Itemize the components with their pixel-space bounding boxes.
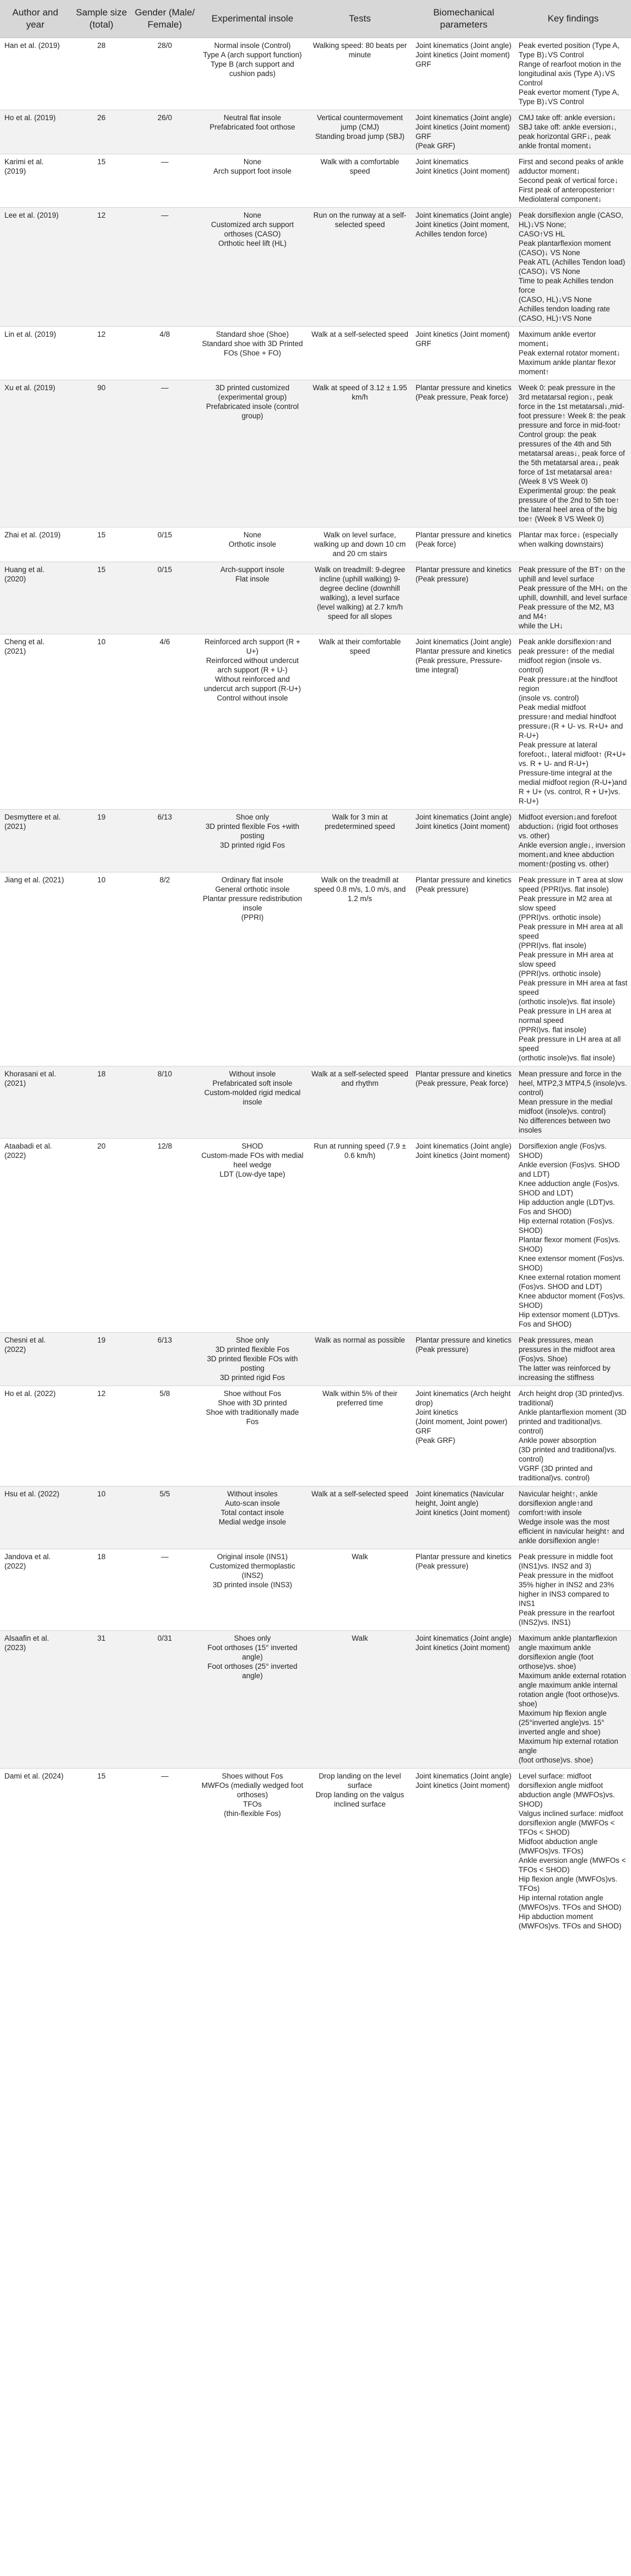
cell-experimental-insole-text: Neutral flat insole Prefabricated foot orthose bbox=[209, 114, 295, 131]
cell-author-year bbox=[0, 810, 71, 872]
cell-sample-size bbox=[71, 527, 132, 562]
cell-author-year bbox=[0, 1486, 71, 1549]
cell-sample-size-text: 18 bbox=[97, 1070, 106, 1078]
cell-biomechanical-parameters bbox=[412, 380, 515, 527]
cell-gender bbox=[132, 634, 197, 810]
cell-sample-size bbox=[71, 634, 132, 810]
cell-tests bbox=[308, 872, 412, 1066]
cell-tests-text: Vertical countermovement jump (CMJ) Standing broad jump (SBJ) bbox=[315, 114, 405, 141]
cell-gender bbox=[132, 154, 197, 208]
cell-key-findings-text: Navicular height↑, ankle dorsiflexion angle↑and comfort↑with insole Wedge insole was the most efficient in navicular height↑ and ankle dorsiflexion angle↑ bbox=[519, 1490, 624, 1545]
cell-author-year bbox=[0, 1549, 71, 1631]
cell-key-findings bbox=[515, 527, 631, 562]
cell-author-year-text: Chesni et al. (2022) bbox=[4, 1336, 46, 1354]
table-row bbox=[0, 527, 631, 562]
cell-experimental-insole-text: Arch-support insole Flat insole bbox=[220, 565, 285, 583]
cell-experimental-insole-text: Shoes without Fos MWFOs (medially wedged foot orthoses) TFOs (thin-flexible Fos) bbox=[201, 1772, 304, 1818]
table-row bbox=[0, 1769, 631, 1934]
header-gender: Gender (Male/ Female) bbox=[132, 0, 197, 38]
cell-tests-text: Walk at speed of 3.12 ± 1.95 km/h bbox=[312, 384, 407, 401]
cell-biomechanical-parameters bbox=[412, 1333, 515, 1386]
cell-gender bbox=[132, 38, 197, 110]
cell-tests-text: Walk with a comfortable speed bbox=[320, 158, 400, 175]
cell-sample-size-text: 19 bbox=[97, 813, 106, 821]
cell-experimental-insole bbox=[197, 562, 308, 634]
cell-gender bbox=[132, 1139, 197, 1333]
cell-sample-size-text: 15 bbox=[97, 565, 106, 574]
cell-author-year bbox=[0, 562, 71, 634]
table-row bbox=[0, 1486, 631, 1549]
cell-tests bbox=[308, 1769, 412, 1934]
cell-experimental-insole-text: SHOD Custom-made FOs with medial heel wedge LDT (Low-dye tape) bbox=[201, 1142, 304, 1178]
cell-gender bbox=[132, 380, 197, 527]
cell-gender bbox=[132, 1066, 197, 1139]
cell-gender bbox=[132, 1386, 197, 1486]
header-experimental-insole: Experimental insole bbox=[197, 0, 308, 38]
table-row bbox=[0, 110, 631, 154]
cell-gender-text: — bbox=[161, 211, 169, 219]
cell-gender-text: 0/15 bbox=[157, 565, 172, 574]
cell-author-year bbox=[0, 1769, 71, 1934]
cell-sample-size-text: 12 bbox=[97, 1389, 106, 1398]
cell-key-findings-text: Dorsiflexion angle (Fos)vs. SHOD) Ankle eversion (Fos)vs. SHOD and LDT) Knee adduction angle (Fos)vs. SHOD and LDT) Hip adduction angle (LDT)vs. Fos and SHOD) Hip external rotation (Fos)vs. SHOD) Plantar flexor moment (Fos)vs. SHOD) Knee extensor moment (Fos)vs. SHOD) Knee external rotation moment (Fos)vs. SHOD and LDT) Knee abductor moment (Fos)vs. SHOD) Hip extensor moment (LDT)vs. Fos and SHOD) bbox=[519, 1142, 625, 1328]
cell-tests bbox=[308, 1549, 412, 1631]
cell-tests-text: Walk as normal as possible bbox=[315, 1336, 405, 1344]
cell-biomechanical-parameters-text: Plantar pressure and kinetics (Peak pressure) bbox=[416, 1553, 512, 1570]
cell-author-year-text: Han et al. (2019) bbox=[4, 41, 60, 50]
cell-author-year bbox=[0, 1631, 71, 1769]
cell-gender-text: 8/10 bbox=[157, 1070, 172, 1078]
cell-gender-text: 8/2 bbox=[159, 876, 170, 884]
cell-sample-size bbox=[71, 1066, 132, 1139]
cell-biomechanical-parameters-text: Joint kinematics (Joint angle) Joint kinetics (Joint moment) bbox=[416, 813, 512, 831]
cell-gender-text: 5/8 bbox=[159, 1389, 170, 1398]
cell-sample-size-text: 18 bbox=[97, 1553, 106, 1561]
cell-tests-text: Walk at a self-selected speed bbox=[311, 1490, 408, 1498]
table-row bbox=[0, 1549, 631, 1631]
cell-sample-size bbox=[71, 562, 132, 634]
cell-biomechanical-parameters-text: Joint kinematics (Joint angle) Plantar pressure and kinetics (Peak pressure, Pressure-time integral) bbox=[416, 638, 512, 674]
cell-author-year bbox=[0, 208, 71, 327]
cell-tests-text: Walk on treadmill: 9-degree incline (uphill walking) 9-degree decline (downhill walking), a level surface (level walking) at 2.7 km/h speed for all slopes bbox=[314, 565, 406, 621]
cell-experimental-insole-text: Original insole (INS1) Customized thermoplastic (INS2) 3D printed insole (INS3) bbox=[209, 1553, 295, 1589]
cell-key-findings bbox=[515, 208, 631, 327]
cell-author-year-text: Khorasani et al. (2021) bbox=[4, 1070, 56, 1087]
header-key-findings: Key findings bbox=[515, 0, 631, 38]
cell-sample-size-text: 12 bbox=[97, 211, 106, 219]
cell-experimental-insole-text: None Orthotic insole bbox=[228, 531, 277, 548]
cell-sample-size bbox=[71, 380, 132, 527]
cell-sample-size-text: 10 bbox=[97, 1490, 106, 1498]
cell-tests-text: Walk at a self-selected speed and rhythm bbox=[311, 1070, 408, 1087]
cell-experimental-insole bbox=[197, 527, 308, 562]
cell-experimental-insole bbox=[197, 327, 308, 380]
cell-sample-size bbox=[71, 1333, 132, 1386]
cell-tests-text: Drop landing on the level surface Drop landing on the valgus inclined surface bbox=[315, 1772, 405, 1808]
cell-experimental-insole-text: Shoe only 3D printed flexible Fos +with posting 3D printed rigid Fos bbox=[206, 813, 299, 849]
cell-gender bbox=[132, 1333, 197, 1386]
cell-key-findings bbox=[515, 872, 631, 1066]
cell-experimental-insole-text: 3D printed customized (experimental group) Prefabricated insole (control group) bbox=[206, 384, 299, 420]
cell-sample-size-text: 20 bbox=[97, 1142, 106, 1150]
table-row bbox=[0, 1386, 631, 1486]
cell-gender-text: 6/13 bbox=[157, 1336, 172, 1344]
cell-experimental-insole bbox=[197, 634, 308, 810]
cell-experimental-insole-text: Shoe without Fos Shoe with 3D printed Shoe with traditionally made Fos bbox=[206, 1389, 299, 1426]
cell-tests bbox=[308, 1066, 412, 1139]
cell-experimental-insole bbox=[197, 1631, 308, 1769]
cell-key-findings bbox=[515, 634, 631, 810]
cell-author-year-text: Dami et al. (2024) bbox=[4, 1772, 64, 1780]
cell-key-findings bbox=[515, 1631, 631, 1769]
cell-tests-text: Run on the runway at a self-selected speed bbox=[313, 211, 407, 229]
cell-gender bbox=[132, 110, 197, 154]
cell-biomechanical-parameters-text: Joint kinematics Joint kinetics (Joint moment) bbox=[416, 158, 510, 175]
cell-tests-text: Walk at their comfortable speed bbox=[319, 638, 401, 655]
cell-gender-text: 4/8 bbox=[159, 330, 170, 338]
cell-author-year-text: Alsaafin et al. (2023) bbox=[4, 1634, 50, 1652]
cell-gender-text: 5/5 bbox=[159, 1490, 170, 1498]
cell-sample-size bbox=[71, 208, 132, 327]
header-biomechanical-parameters: Biomechanical parameters bbox=[412, 0, 515, 38]
cell-tests bbox=[308, 1631, 412, 1769]
cell-experimental-insole bbox=[197, 1333, 308, 1386]
cell-author-year bbox=[0, 327, 71, 380]
cell-experimental-insole bbox=[197, 208, 308, 327]
cell-key-findings-text: CMJ take off: ankle eversion↓ SBJ take off: ankle eversion↓, peak horizontal GRF↓, peak ankle frontal moment↓ bbox=[519, 114, 617, 150]
table-row bbox=[0, 562, 631, 634]
cell-key-findings-text: Peak everted position (Type A, Type B)↓VS Control Range of rearfoot motion in the longitudinal axis (Type A)↓VS Control Peak evertor moment (Type A, Type B)↓VS Control bbox=[519, 41, 622, 106]
cell-author-year bbox=[0, 1386, 71, 1486]
cell-author-year-text: Jiang et al. (2021) bbox=[4, 876, 64, 884]
cell-gender-text: — bbox=[161, 384, 169, 392]
cell-experimental-insole-text: Standard shoe (Shoe) Standard shoe with 3D Printed FOs (Shoe + FO) bbox=[202, 330, 303, 357]
cell-biomechanical-parameters-text: Joint kinematics (Joint angle) Joint kinetics (Joint moment) GRF bbox=[416, 41, 512, 68]
cell-author-year-text: Jandova et al. (2022) bbox=[4, 1553, 51, 1570]
cell-experimental-insole bbox=[197, 1066, 308, 1139]
cell-author-year-text: Huang et al. (2020) bbox=[4, 565, 45, 583]
cell-key-findings bbox=[515, 1769, 631, 1934]
cell-sample-size bbox=[71, 327, 132, 380]
cell-key-findings bbox=[515, 1549, 631, 1631]
cell-key-findings bbox=[515, 562, 631, 634]
cell-gender-text: 28/0 bbox=[157, 41, 172, 50]
cell-key-findings-text: Peak pressure in middle foot (INS1)vs. INS2 and 3) Peak pressure in the midfoot 35% higher in INS2 and 23% higher in INS3 compared to INS1 Peak pressure in the rearfoot (INS2)vs. INS1) bbox=[519, 1553, 615, 1626]
cell-tests-text: Walk on the treadmill at speed 0.8 m/s, 1.0 m/s, and 1.2 m/s bbox=[314, 876, 406, 903]
cell-gender-text: 12/8 bbox=[157, 1142, 172, 1150]
cell-experimental-insole bbox=[197, 872, 308, 1066]
cell-tests bbox=[308, 1386, 412, 1486]
cell-experimental-insole-text: None Arch support foot insole bbox=[213, 158, 292, 175]
cell-sample-size-text: 15 bbox=[97, 1772, 106, 1780]
cell-biomechanical-parameters-text: Joint kinematics (Joint angle) Joint kinetics (Joint moment) bbox=[416, 1634, 512, 1652]
cell-experimental-insole bbox=[197, 380, 308, 527]
table-row bbox=[0, 872, 631, 1066]
cell-tests-text: Walk for 3 min at predetermined speed bbox=[325, 813, 395, 831]
cell-biomechanical-parameters-text: Joint kinetics (Joint moment) GRF bbox=[416, 330, 510, 348]
cell-biomechanical-parameters bbox=[412, 527, 515, 562]
cell-biomechanical-parameters bbox=[412, 327, 515, 380]
cell-biomechanical-parameters-text: Joint kinematics (Arch height drop) Joint kinetics (Joint moment, Joint power) GRF (Peak GRF) bbox=[416, 1389, 511, 1445]
cell-key-findings-text: Peak dorsiflexion angle (CASO, HL)↓VS None; CASO↑VS HL Peak plantarflexion moment (CASO)↓ VS None Peak ATL (Achilles Tendon load) (CASO)↓ VS None Time to peak Achilles tendon force (CASO, HL)↓VS None Achilles tendon loading rate (CASO, HL)↑VS None bbox=[519, 211, 625, 322]
cell-sample-size-text: 10 bbox=[97, 876, 106, 884]
cell-author-year-text: Cheng et al. (2021) bbox=[4, 638, 45, 655]
cell-sample-size bbox=[71, 872, 132, 1066]
cell-sample-size-text: 15 bbox=[97, 531, 106, 539]
cell-sample-size-text: 31 bbox=[97, 1634, 106, 1642]
cell-key-findings bbox=[515, 1333, 631, 1386]
table-row bbox=[0, 1139, 631, 1333]
cell-key-findings-text: Arch height drop (3D printed)vs. traditional) Ankle plantarflexion moment (3D printed and traditional)vs. control) Ankle power absorption (3D printed and traditional)vs. control) VGRF (3D printed and traditional)vs. control) bbox=[519, 1389, 627, 1482]
cell-experimental-insole bbox=[197, 810, 308, 872]
cell-tests-text: Walk within 5% of their preferred time bbox=[322, 1389, 398, 1407]
cell-biomechanical-parameters bbox=[412, 154, 515, 208]
cell-sample-size bbox=[71, 38, 132, 110]
cell-sample-size bbox=[71, 154, 132, 208]
cell-author-year-text: Zhai et al. (2019) bbox=[4, 531, 61, 539]
cell-tests bbox=[308, 527, 412, 562]
cell-author-year bbox=[0, 38, 71, 110]
cell-experimental-insole bbox=[197, 1486, 308, 1549]
cell-tests-text: Walk on level surface, walking up and down 10 cm and 20 cm stairs bbox=[314, 531, 406, 558]
cell-author-year-text: Xu et al. (2019) bbox=[4, 384, 56, 392]
cell-gender bbox=[132, 1486, 197, 1549]
cell-key-findings-text: Peak pressure in T area at slow speed (PPRI)vs. flat insole) Peak pressure in M2 area at slow speed (PPRI)vs. orthotic insole) Peak pressure in MH area at all speed (PPRI)vs. flat insole) Peak pressure in MH area at slow speed (PPRI)vs. orthotic insole) Peak pressure in MH area at fast speed (orthotic insole)vs. flat insole) Peak pressure in LH area at normal speed (PPRI)vs. flat insole) Peak pressure in LH area at all speed (orthotic insole)vs. flat insole) bbox=[519, 876, 628, 1062]
cell-experimental-insole bbox=[197, 1769, 308, 1934]
cell-sample-size bbox=[71, 1386, 132, 1486]
cell-tests bbox=[308, 38, 412, 110]
cell-biomechanical-parameters bbox=[412, 110, 515, 154]
cell-key-findings-text: Peak ankle dorsiflexion↑and peak pressure↑ of the medial midfoot region (insole vs. control) Peak pressure↓at the hindfoot region (insole vs. control) Peak medial midfoot pressure↑and medial hindfoot pressure↓(R + U- vs. R+U+ and R-U+) Peak pressure at lateral forefoot↓, lateral midfoot↑ (R+U+ vs. R + U- and R-U+) Pressure-time integral at the medial midfoot region (R-U+)and R + U+ (vs. control, R + U+)vs. R-U+) bbox=[519, 638, 627, 805]
cell-key-findings-text: Peak pressure of the BT↑ on the uphill and level surface Peak pressure of the MH↓ on the uphill, downhill, and level surface Peak pressure of the M2, M3 and M4↑ while the LH↓ bbox=[519, 565, 628, 630]
cell-tests-text: Walk bbox=[352, 1634, 368, 1642]
cell-experimental-insole bbox=[197, 154, 308, 208]
cell-author-year-text: Lee et al. (2019) bbox=[4, 211, 59, 219]
cell-key-findings bbox=[515, 1066, 631, 1139]
cell-gender bbox=[132, 1549, 197, 1631]
cell-biomechanical-parameters bbox=[412, 208, 515, 327]
cell-experimental-insole-text: Reinforced arch support (R + U+) Reinforced without undercut arch support (R + U-) Without reinforced and undercut arch support (R-U+) Control without insole bbox=[204, 638, 301, 702]
cell-biomechanical-parameters bbox=[412, 1631, 515, 1769]
cell-gender-text: — bbox=[161, 1772, 169, 1780]
cell-experimental-insole bbox=[197, 1549, 308, 1631]
cell-author-year-text: Lin et al. (2019) bbox=[4, 330, 56, 338]
cell-key-findings-text: Peak pressures, mean pressures in the midfoot area (Fos)vs. Shoe) The latter was reinforced by increasing the stiffness bbox=[519, 1336, 615, 1382]
cell-key-findings bbox=[515, 1386, 631, 1486]
cell-key-findings bbox=[515, 154, 631, 208]
cell-key-findings-text: Midfoot eversion↓and forefoot abduction↓ (rigid foot orthoses vs. other) Ankle eversion angle↓, inversion moment↓and knee abduction moment↑(posting vs. other) bbox=[519, 813, 625, 868]
cell-biomechanical-parameters bbox=[412, 1486, 515, 1549]
cell-author-year-text: Ataabadi et al. (2022) bbox=[4, 1142, 52, 1160]
cell-biomechanical-parameters-text: Plantar pressure and kinetics (Peak pressure) bbox=[416, 565, 512, 583]
cell-tests bbox=[308, 1333, 412, 1386]
cell-experimental-insole-text: Without insole Prefabricated soft insole Custom-molded rigid medical insole bbox=[204, 1070, 301, 1106]
cell-tests bbox=[308, 208, 412, 327]
cell-tests bbox=[308, 810, 412, 872]
cell-gender bbox=[132, 810, 197, 872]
cell-biomechanical-parameters-text: Joint kinematics (Joint angle) Joint kinetics (Joint moment) GRF (Peak GRF) bbox=[416, 114, 512, 150]
cell-gender bbox=[132, 562, 197, 634]
cell-key-findings-text: Level surface: midfoot dorsiflexion angle midfoot abduction angle (MWFOs)vs. SHOD) Valgus inclined surface: midfoot dorsiflexion angle (MWFOs < TFOs < SHOD) Midfoot abduction angle (MWFOs)vs. TFOs) Ankle eversion angle (MWFOs < TFOs < SHOD) Hip flexion angle (MWFOs)vs. TFOs) Hip internal rotation angle (MWFOs)vs. TFOs and SHOD) Hip abduction moment (MWFOs)vs. TFOs and SHOD) bbox=[519, 1772, 626, 1930]
cell-author-year-text: Desmyttere et al. (2021) bbox=[4, 813, 61, 831]
cell-gender bbox=[132, 527, 197, 562]
cell-experimental-insole-text: Shoes only Foot orthoses (15° inverted angle) Foot orthoses (25° inverted angle) bbox=[207, 1634, 298, 1680]
cell-tests bbox=[308, 327, 412, 380]
cell-sample-size-text: 19 bbox=[97, 1336, 106, 1344]
cell-experimental-insole-text: Without insoles Auto-scan insole Total contact insole Medial wedge insole bbox=[218, 1490, 287, 1526]
cell-biomechanical-parameters bbox=[412, 1139, 515, 1333]
cell-biomechanical-parameters bbox=[412, 634, 515, 810]
cell-key-findings-text: Plantar max force↓ (especially when walking downstairs) bbox=[519, 531, 618, 548]
cell-sample-size bbox=[71, 110, 132, 154]
table-row bbox=[0, 154, 631, 208]
cell-gender-text: — bbox=[161, 1553, 169, 1561]
table-row bbox=[0, 1066, 631, 1139]
cell-experimental-insole-text: None Customized arch support orthoses (CASO) Orthotic heel lift (HL) bbox=[211, 211, 294, 247]
cell-author-year bbox=[0, 872, 71, 1066]
table-body bbox=[0, 38, 631, 1934]
cell-experimental-insole bbox=[197, 1386, 308, 1486]
cell-author-year bbox=[0, 1139, 71, 1333]
cell-gender bbox=[132, 327, 197, 380]
header-sample-size: Sample size (total) bbox=[71, 0, 132, 38]
cell-experimental-insole-text: Normal insole (Control) Type A (arch support function) Type B (arch support and cushion pads) bbox=[203, 41, 302, 78]
cell-biomechanical-parameters bbox=[412, 1549, 515, 1631]
cell-author-year bbox=[0, 527, 71, 562]
cell-key-findings-text: Maximum ankle plantarflexion angle maximum ankle dorsiflexion angle (foot orthose)vs. shoe) Maximum ankle external rotation angle maximum ankle internal rotation angle (foot orthose)vs. shoe) Maximum hip flexion angle (25°inverted angle)vs. 15° inverted angle and shoe) Maximum hip external rotation angle (foot orthose)vs. shoe) bbox=[519, 1634, 627, 1764]
cell-gender-text: 6/13 bbox=[157, 813, 172, 821]
cell-sample-size-text: 28 bbox=[97, 41, 106, 50]
cell-experimental-insole-text: Shoe only 3D printed flexible Fos 3D printed flexible FOs with posting 3D printed rigid Fos bbox=[207, 1336, 298, 1382]
cell-biomechanical-parameters bbox=[412, 810, 515, 872]
cell-tests bbox=[308, 154, 412, 208]
cell-biomechanical-parameters bbox=[412, 562, 515, 634]
cell-biomechanical-parameters-text: Joint kinematics (Joint angle) Joint kinetics (Joint moment, Achilles tendon force) bbox=[416, 211, 512, 238]
cell-tests-text: Walking speed: 80 beats per minute bbox=[312, 41, 407, 59]
cell-sample-size bbox=[71, 810, 132, 872]
cell-tests bbox=[308, 380, 412, 527]
cell-biomechanical-parameters bbox=[412, 1386, 515, 1486]
cell-tests bbox=[308, 1486, 412, 1549]
cell-tests bbox=[308, 1139, 412, 1333]
cell-author-year bbox=[0, 634, 71, 810]
cell-gender-text: 0/31 bbox=[157, 1634, 172, 1642]
cell-biomechanical-parameters-text: Plantar pressure and kinetics (Peak pressure, Peak force) bbox=[416, 1070, 512, 1087]
cell-sample-size bbox=[71, 1486, 132, 1549]
cell-biomechanical-parameters-text: Plantar pressure and kinetics (Peak pressure) bbox=[416, 876, 512, 893]
cell-experimental-insole bbox=[197, 38, 308, 110]
table-row bbox=[0, 634, 631, 810]
cell-tests bbox=[308, 110, 412, 154]
cell-author-year bbox=[0, 380, 71, 527]
cell-biomechanical-parameters bbox=[412, 872, 515, 1066]
cell-author-year bbox=[0, 154, 71, 208]
cell-key-findings bbox=[515, 380, 631, 527]
cell-biomechanical-parameters-text: Joint kinematics (Navicular height, Joint angle) Joint kinetics (Joint moment) bbox=[416, 1490, 510, 1517]
cell-sample-size-text: 10 bbox=[97, 638, 106, 646]
cell-author-year-text: Ho et al. (2019) bbox=[4, 114, 56, 122]
cell-gender-text: 0/15 bbox=[157, 531, 172, 539]
cell-experimental-insole bbox=[197, 1139, 308, 1333]
cell-sample-size-text: 90 bbox=[97, 384, 106, 392]
cell-biomechanical-parameters-text: Plantar pressure and kinetics (Peak force) bbox=[416, 531, 512, 548]
cell-biomechanical-parameters bbox=[412, 1066, 515, 1139]
cell-key-findings-text: Week 0: peak pressure in the 3rd metatarsal region↓, peak force in the 1st metatarsal↓,mid-foot pressure↑ Week 8: the peak pressure and force in mid-foot↑ Control group: the peak pressures of the 4th and 5th metatarsal areas↓, peak force of the 5th metatarsal area↓, peak force of 1st metatarsal area↑ (Week 8 VS Week 0) Experimental group: the peak pressure of the 2nd to 5th toe↑ the lateral heel area of the big toe↑ (Week 8 VS Week 0) bbox=[519, 384, 626, 523]
cell-gender bbox=[132, 1631, 197, 1769]
cell-sample-size bbox=[71, 1139, 132, 1333]
cell-key-findings-text: Maximum ankle evertor moment↓ Peak external rotator moment↓ Maximum ankle plantar flexor moment↑ bbox=[519, 330, 621, 376]
cell-key-findings bbox=[515, 810, 631, 872]
cell-sample-size bbox=[71, 1769, 132, 1934]
cell-key-findings bbox=[515, 110, 631, 154]
cell-gender-text: 4/6 bbox=[159, 638, 170, 646]
cell-key-findings bbox=[515, 1139, 631, 1333]
cell-key-findings-text: Mean pressure and force in the heel, MTP2,3 MTP4,5 (insole)vs. control) Mean pressure in the medial midfoot (insole)vs. control) No differences between two insoles bbox=[519, 1070, 627, 1134]
cell-key-findings bbox=[515, 327, 631, 380]
cell-key-findings bbox=[515, 1486, 631, 1549]
cell-gender bbox=[132, 208, 197, 327]
cell-biomechanical-parameters bbox=[412, 1769, 515, 1934]
cell-tests bbox=[308, 634, 412, 810]
cell-author-year-text: Hsu et al. (2022) bbox=[4, 1490, 60, 1498]
table-row bbox=[0, 38, 631, 110]
cell-gender-text: — bbox=[161, 158, 169, 166]
cell-sample-size bbox=[71, 1631, 132, 1769]
cell-sample-size-text: 12 bbox=[97, 330, 106, 338]
cell-biomechanical-parameters-text: Joint kinematics (Joint angle) Joint kinetics (Joint moment) bbox=[416, 1772, 512, 1790]
cell-experimental-insole bbox=[197, 110, 308, 154]
cell-key-findings bbox=[515, 38, 631, 110]
table-row bbox=[0, 1333, 631, 1386]
cell-author-year bbox=[0, 110, 71, 154]
cell-sample-size-text: 26 bbox=[97, 114, 106, 122]
cell-tests-text: Walk at a self-selected speed bbox=[311, 330, 408, 338]
cell-biomechanical-parameters-text: Joint kinematics (Joint angle) Joint kinetics (Joint moment) bbox=[416, 1142, 512, 1160]
cell-biomechanical-parameters-text: Plantar pressure and kinetics (Peak pressure) bbox=[416, 1336, 512, 1354]
cell-experimental-insole-text: Ordinary flat insole General orthotic insole Plantar pressure redistribution insole (PPRI) bbox=[202, 876, 303, 921]
table-row bbox=[0, 810, 631, 872]
cell-sample-size bbox=[71, 1549, 132, 1631]
table-row bbox=[0, 380, 631, 527]
table-row bbox=[0, 208, 631, 327]
table-row bbox=[0, 1631, 631, 1769]
header-author-year: Author and year bbox=[0, 0, 71, 38]
cell-gender-text: 26/0 bbox=[157, 114, 172, 122]
cell-biomechanical-parameters bbox=[412, 38, 515, 110]
cell-author-year-text: Karimi et al. (2019) bbox=[4, 158, 44, 175]
cell-key-findings-text: First and second peaks of ankle adductor moment↓ Second peak of vertical force↓ First peak of anteroposterior↑ Mediolateral component↓ bbox=[519, 158, 624, 203]
cell-gender bbox=[132, 1769, 197, 1934]
cell-tests-text: Run at running speed (7.9 ± 0.6 km/h) bbox=[314, 1142, 406, 1160]
cell-biomechanical-parameters-text: Plantar pressure and kinetics (Peak pressure, Peak force) bbox=[416, 384, 512, 401]
cell-author-year bbox=[0, 1333, 71, 1386]
cell-sample-size-text: 15 bbox=[97, 158, 106, 166]
table-header-row bbox=[0, 0, 631, 38]
cell-tests-text: Walk bbox=[352, 1553, 368, 1561]
header-tests: Tests bbox=[308, 0, 412, 38]
cell-tests bbox=[308, 562, 412, 634]
cell-author-year-text: Ho et al. (2022) bbox=[4, 1389, 56, 1398]
table-row bbox=[0, 327, 631, 380]
cell-author-year bbox=[0, 1066, 71, 1139]
cell-gender bbox=[132, 872, 197, 1066]
